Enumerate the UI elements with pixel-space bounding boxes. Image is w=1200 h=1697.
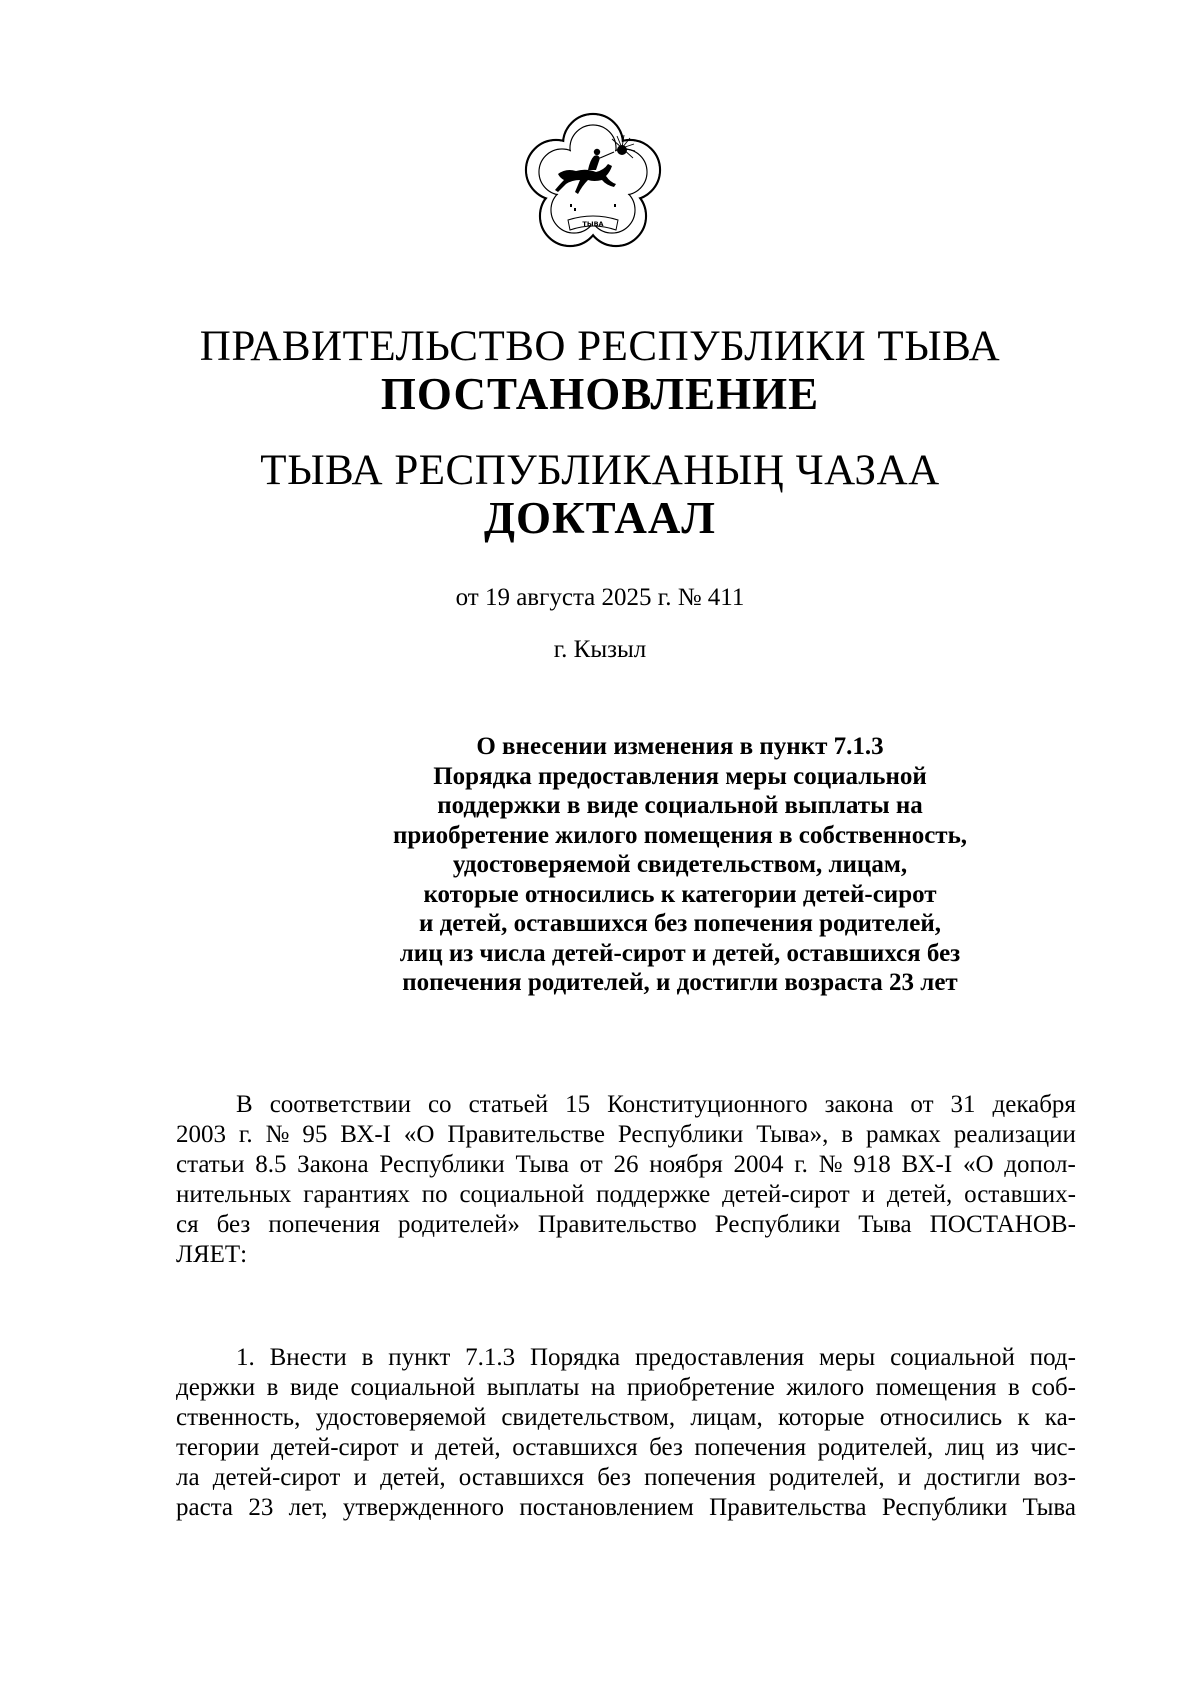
word: ЛЯЕТ:	[176, 1241, 248, 1268]
word: оставшихся	[512, 1434, 638, 1461]
word: допол-	[1004, 1151, 1076, 1178]
word: из	[995, 1434, 1019, 1461]
word: ся	[176, 1211, 199, 1238]
word: закона	[824, 1091, 894, 1118]
word: утвержденного	[342, 1494, 505, 1521]
word: в	[266, 1374, 279, 1401]
word: 8.5	[255, 1151, 287, 1178]
word: 7.1.3	[465, 1344, 516, 1371]
word: Конституционного	[607, 1091, 808, 1118]
word: социальной	[890, 1344, 1015, 1371]
word: ВХ-I	[901, 1151, 953, 1178]
word: 1.	[236, 1344, 255, 1371]
word: на	[590, 1374, 616, 1401]
word: раста	[176, 1494, 234, 1521]
word: от	[579, 1151, 603, 1178]
word: Республики	[714, 1211, 841, 1238]
word: статьей	[468, 1091, 549, 1118]
word: социальной	[459, 1181, 585, 1208]
justified-line	[176, 1403, 1076, 1433]
justified-line	[176, 1373, 1076, 1403]
word: детей,	[435, 1434, 501, 1461]
word: лицам,	[690, 1404, 763, 1431]
word: без	[216, 1211, 251, 1238]
word: удостоверяемой	[315, 1404, 487, 1431]
decree-city: г. Кызыл	[553, 636, 647, 663]
word: и	[897, 1464, 912, 1491]
word: соответствии	[269, 1091, 411, 1118]
word: ка-	[1044, 1404, 1076, 1431]
word: 2004	[733, 1151, 784, 1178]
word: В	[236, 1091, 253, 1118]
word: нительных	[176, 1181, 292, 1208]
word: 15	[565, 1091, 591, 1118]
word: приобретение	[626, 1374, 775, 1401]
word: предоставления	[634, 1344, 805, 1371]
word: Республики	[379, 1151, 505, 1178]
title-line: приобретение жилого помещения в собственность,	[392, 821, 968, 849]
word: без	[597, 1464, 631, 1491]
word: к	[1017, 1404, 1030, 1431]
word: «О	[962, 1151, 994, 1178]
svg-text:ТЫВА: ТЫВА	[582, 220, 604, 228]
word: соб-	[1031, 1374, 1076, 1401]
word: родителей»	[398, 1211, 520, 1238]
word: Тыва	[858, 1211, 912, 1238]
justified-line	[176, 1343, 1076, 1373]
word: Закона	[297, 1151, 369, 1178]
word: жилого	[786, 1374, 865, 1401]
word: оставшихся	[458, 1464, 585, 1491]
word: от	[910, 1091, 934, 1118]
word: и	[410, 1434, 424, 1461]
word: без	[649, 1434, 683, 1461]
document-type-russian: ПОСТАНОВЛЕНИЕ	[380, 369, 820, 419]
title-line: которые относились к категории детей-сирот	[423, 880, 937, 908]
word: г.	[238, 1121, 253, 1148]
clause-1-paragraph	[176, 1343, 1076, 1523]
word: тегории	[176, 1434, 260, 1461]
word: оставших-	[964, 1181, 1076, 1208]
title-line: удостоверяемой свидетельством, лицам,	[452, 851, 908, 878]
justified-line	[176, 1150, 1076, 1180]
word: Республики	[881, 1494, 1008, 1521]
justified-line	[176, 1180, 1076, 1210]
word: по	[421, 1181, 448, 1208]
word: в	[361, 1344, 374, 1371]
justified-line	[176, 1493, 1076, 1523]
word: чис-	[1030, 1434, 1076, 1461]
word: под-	[1029, 1344, 1076, 1371]
word: достигли	[924, 1464, 1021, 1491]
word: пункт	[388, 1344, 451, 1371]
word: социальной	[350, 1374, 476, 1401]
title-line: Порядка предоставления меры социальной	[433, 762, 927, 790]
word: декабря	[992, 1091, 1076, 1118]
justified-line	[176, 1463, 1076, 1493]
preamble-paragraph	[176, 1090, 1076, 1270]
word: виде	[289, 1374, 339, 1401]
word: попечения	[268, 1211, 380, 1238]
title-line: лиц из числа детей-сирот и детей, оставшихся без	[399, 939, 961, 967]
word: и	[861, 1181, 875, 1208]
word: постановлением	[519, 1494, 694, 1521]
last-line	[176, 1240, 1076, 1270]
justified-line	[176, 1433, 1076, 1463]
decree-title	[346, 732, 1014, 998]
word: ноября	[649, 1151, 723, 1178]
word: 918	[853, 1151, 891, 1178]
word: Порядка	[529, 1344, 621, 1371]
word: со	[427, 1091, 452, 1118]
justified-line	[176, 1090, 1076, 1120]
word: воз-	[1033, 1464, 1076, 1491]
word: рамках	[866, 1121, 941, 1148]
word: 23	[248, 1494, 274, 1521]
word: поддержке	[596, 1181, 711, 1208]
word: гарантиях	[303, 1181, 410, 1208]
word: Тыва	[515, 1151, 569, 1178]
justified-line	[176, 1210, 1076, 1240]
word: ственность,	[176, 1404, 301, 1431]
word: и	[353, 1464, 367, 1491]
word: ла	[176, 1464, 200, 1491]
document-type-tuvan: ДОКТААЛ	[484, 493, 716, 543]
word: детей,	[380, 1464, 446, 1491]
word: родителей,	[817, 1434, 934, 1461]
word: «О	[403, 1121, 435, 1148]
word: лиц	[944, 1434, 985, 1461]
word: в	[841, 1121, 854, 1148]
word: относились	[879, 1404, 1003, 1431]
government-name-russian: ПРАВИТЕЛЬСТВО РЕСПУБЛИКИ ТЫВА	[199, 323, 1001, 370]
word: родителей,	[768, 1464, 885, 1491]
word: 31	[950, 1091, 976, 1118]
word: детей-сирот	[212, 1464, 341, 1491]
word: лет,	[288, 1494, 328, 1521]
government-name-tuvan: ТЫВА РЕСПУБЛИКАНЫҢ ЧАЗАА	[260, 447, 940, 494]
word: детей-сирот	[271, 1434, 399, 1461]
decree-date-number: от 19 августа 2025 г. № 411	[455, 584, 745, 611]
word: Республики	[617, 1121, 744, 1148]
tuva-coat-of-arms-icon	[518, 108, 668, 258]
word: меры	[819, 1344, 876, 1371]
word: ВХ-I	[340, 1121, 391, 1148]
word: детей-сирот	[722, 1181, 850, 1208]
word: реализации	[953, 1121, 1076, 1148]
justified-line	[176, 1120, 1076, 1150]
word: выплаты	[486, 1374, 580, 1401]
word: держки	[176, 1374, 256, 1401]
word: попечения	[644, 1464, 756, 1491]
word: попечения	[694, 1434, 807, 1461]
word: в	[1008, 1374, 1020, 1401]
word: №	[818, 1151, 843, 1178]
word: детей,	[886, 1181, 953, 1208]
word: Правительстве	[447, 1121, 605, 1148]
word: которые	[777, 1404, 865, 1431]
title-line: и детей, оставшихся без попечения родителей,	[418, 910, 942, 937]
word: Внести	[269, 1344, 347, 1371]
word: ПОСТАНОВ-	[929, 1211, 1076, 1238]
word: г.	[794, 1151, 808, 1178]
title-line: поддержки в виде социальной выплаты на	[437, 792, 923, 819]
word: 95	[302, 1121, 328, 1148]
word: Правительство	[537, 1211, 697, 1238]
word: статьи	[176, 1151, 245, 1178]
word: 2003	[176, 1121, 226, 1148]
word: Правительства	[709, 1494, 867, 1521]
word: №	[265, 1121, 290, 1148]
title-line: попечения родителей, и достигли возраста 23 лет	[402, 969, 958, 996]
word: Тыва»,	[756, 1121, 829, 1148]
word: свидетельством,	[501, 1404, 676, 1431]
word: помещения	[875, 1374, 997, 1401]
title-line: О внесении изменения в пункт 7.1.3	[476, 733, 884, 760]
word: Тыва	[1022, 1494, 1076, 1521]
word: 26	[613, 1151, 639, 1178]
